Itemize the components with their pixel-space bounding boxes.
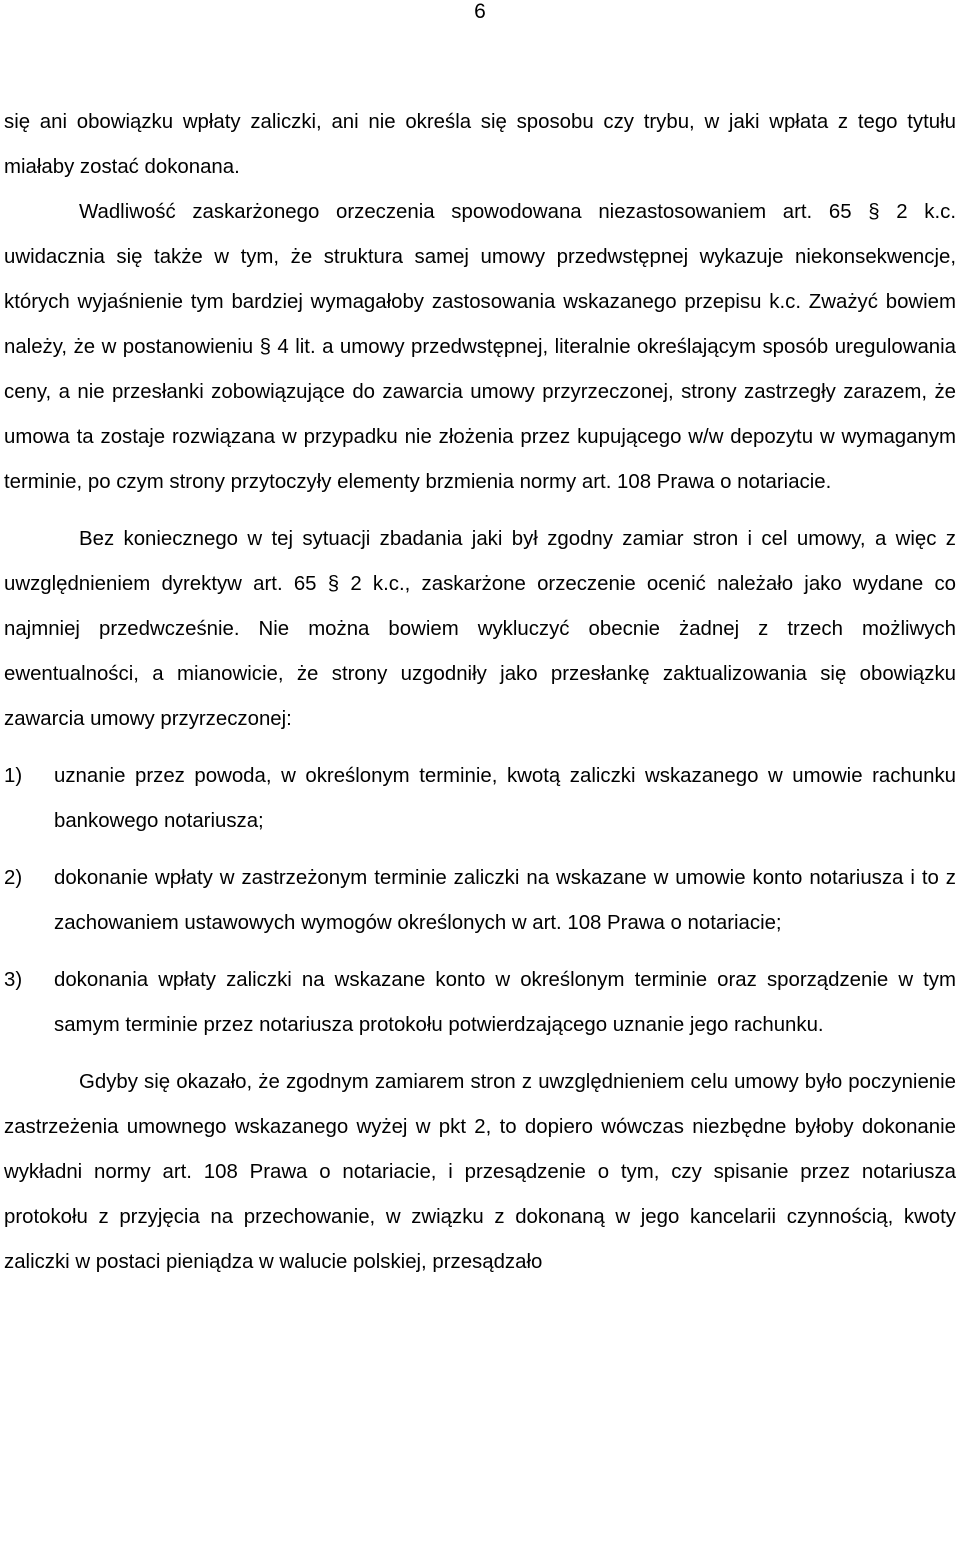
- list-item-text: dokonanie wpłaty w zastrzeżonym terminie zaliczki na wskazane w umowie konto notariusza i to z zachowaniem ustawowych wymogów określonych w art. 108 Prawa o notariacie;: [54, 867, 956, 934]
- list-item-text: uznanie przez powoda, w określonym terminie, kwotą zaliczki wskazanego w umowie rachunku bankowego notariusza;: [54, 765, 956, 832]
- paragraph-gdyby: Gdyby się okazało, że zgodnym zamiarem stron z uwzględnieniem celu umowy było poczynienie zastrzeżenia umownego wskazanego wyżej w pkt 2, to dopiero wówczas niezbędne byłoby dokonanie wykładni normy art. 108 Prawa o notariacie, i przesądzenie o tym, czy spisanie przez notariusza protokołu z przyjęcia na przechowanie, w związku z dokonaną w jego kancelarii czynnością, kwoty zaliczki w postaci pieniądza w walucie polskiej, przesądzało: [4, 1071, 956, 1273]
- paragraph-continuation: się ani obowiązku wpłaty zaliczki, ani nie określa się sposobu czy trybu, w jaki wpłata z tego tytułu miałaby zostać dokonana.: [4, 111, 956, 178]
- list-item-number: 2): [4, 867, 23, 889]
- list-item: [4, 856, 956, 946]
- page-number: 6: [474, 0, 486, 23]
- list-item-text: dokonania wpłaty zaliczki na wskazane konto w określonym terminie oraz sporządzenie w tym samym terminie przez notariusza protokołu potwierdzającego uznanie jego rachunku.: [54, 969, 956, 1036]
- paragraph-wadliwosc: Wadliwość zaskarżonego orzeczenia spowodowana niezastosowaniem art. 65 § 2 k.c. uwidacznia się także w tym, że struktura samej umowy przedwstępnej wykazuje niekonsekwencje, których wyjaśnienie tym bardziej wymagałoby zastosowania wskazanego przepisu k.c. Zważyć bowiem należy, że w postanowieniu § 4 lit. a umowy przedwstępnej, literalnie określającym sposób uregulowania ceny, a nie przesłanki zobowiązujące do zawarcia umowy przyrzeczonej, strony zastrzegły zarazem, że umowa ta zostaje rozwiązana w przypadku nie złożenia przez kupującego w/w depozytu w wymaganym terminie, po czym strony przytoczyły elementy brzmienia normy art. 108 Prawa o notariacie.: [4, 201, 956, 493]
- paragraph-bez-koniecznego: Bez koniecznego w tej sytuacji zbadania jaki był zgodny zamiar stron i cel umowy, a więc z uwzględnieniem dyrektyw art. 65 § 2 k.c., zaskarżone orzeczenie ocenić należało jako wydane co najmniej przedwcześnie. Nie można bowiem wykluczyć obecnie żadnej z trzech możliwych ewentualności, a mianowicie, że strony uzgodniły jako przesłankę zaktualizowania się obowiązku zawarcia umowy przyrzeczonej:: [4, 528, 956, 730]
- list-item-number: 3): [4, 969, 23, 991]
- list-item: [4, 958, 956, 1048]
- document-body: [4, 100, 956, 1285]
- list-item: [4, 754, 956, 844]
- list-item-number: 1): [4, 765, 23, 787]
- numbered-list: [4, 754, 956, 1048]
